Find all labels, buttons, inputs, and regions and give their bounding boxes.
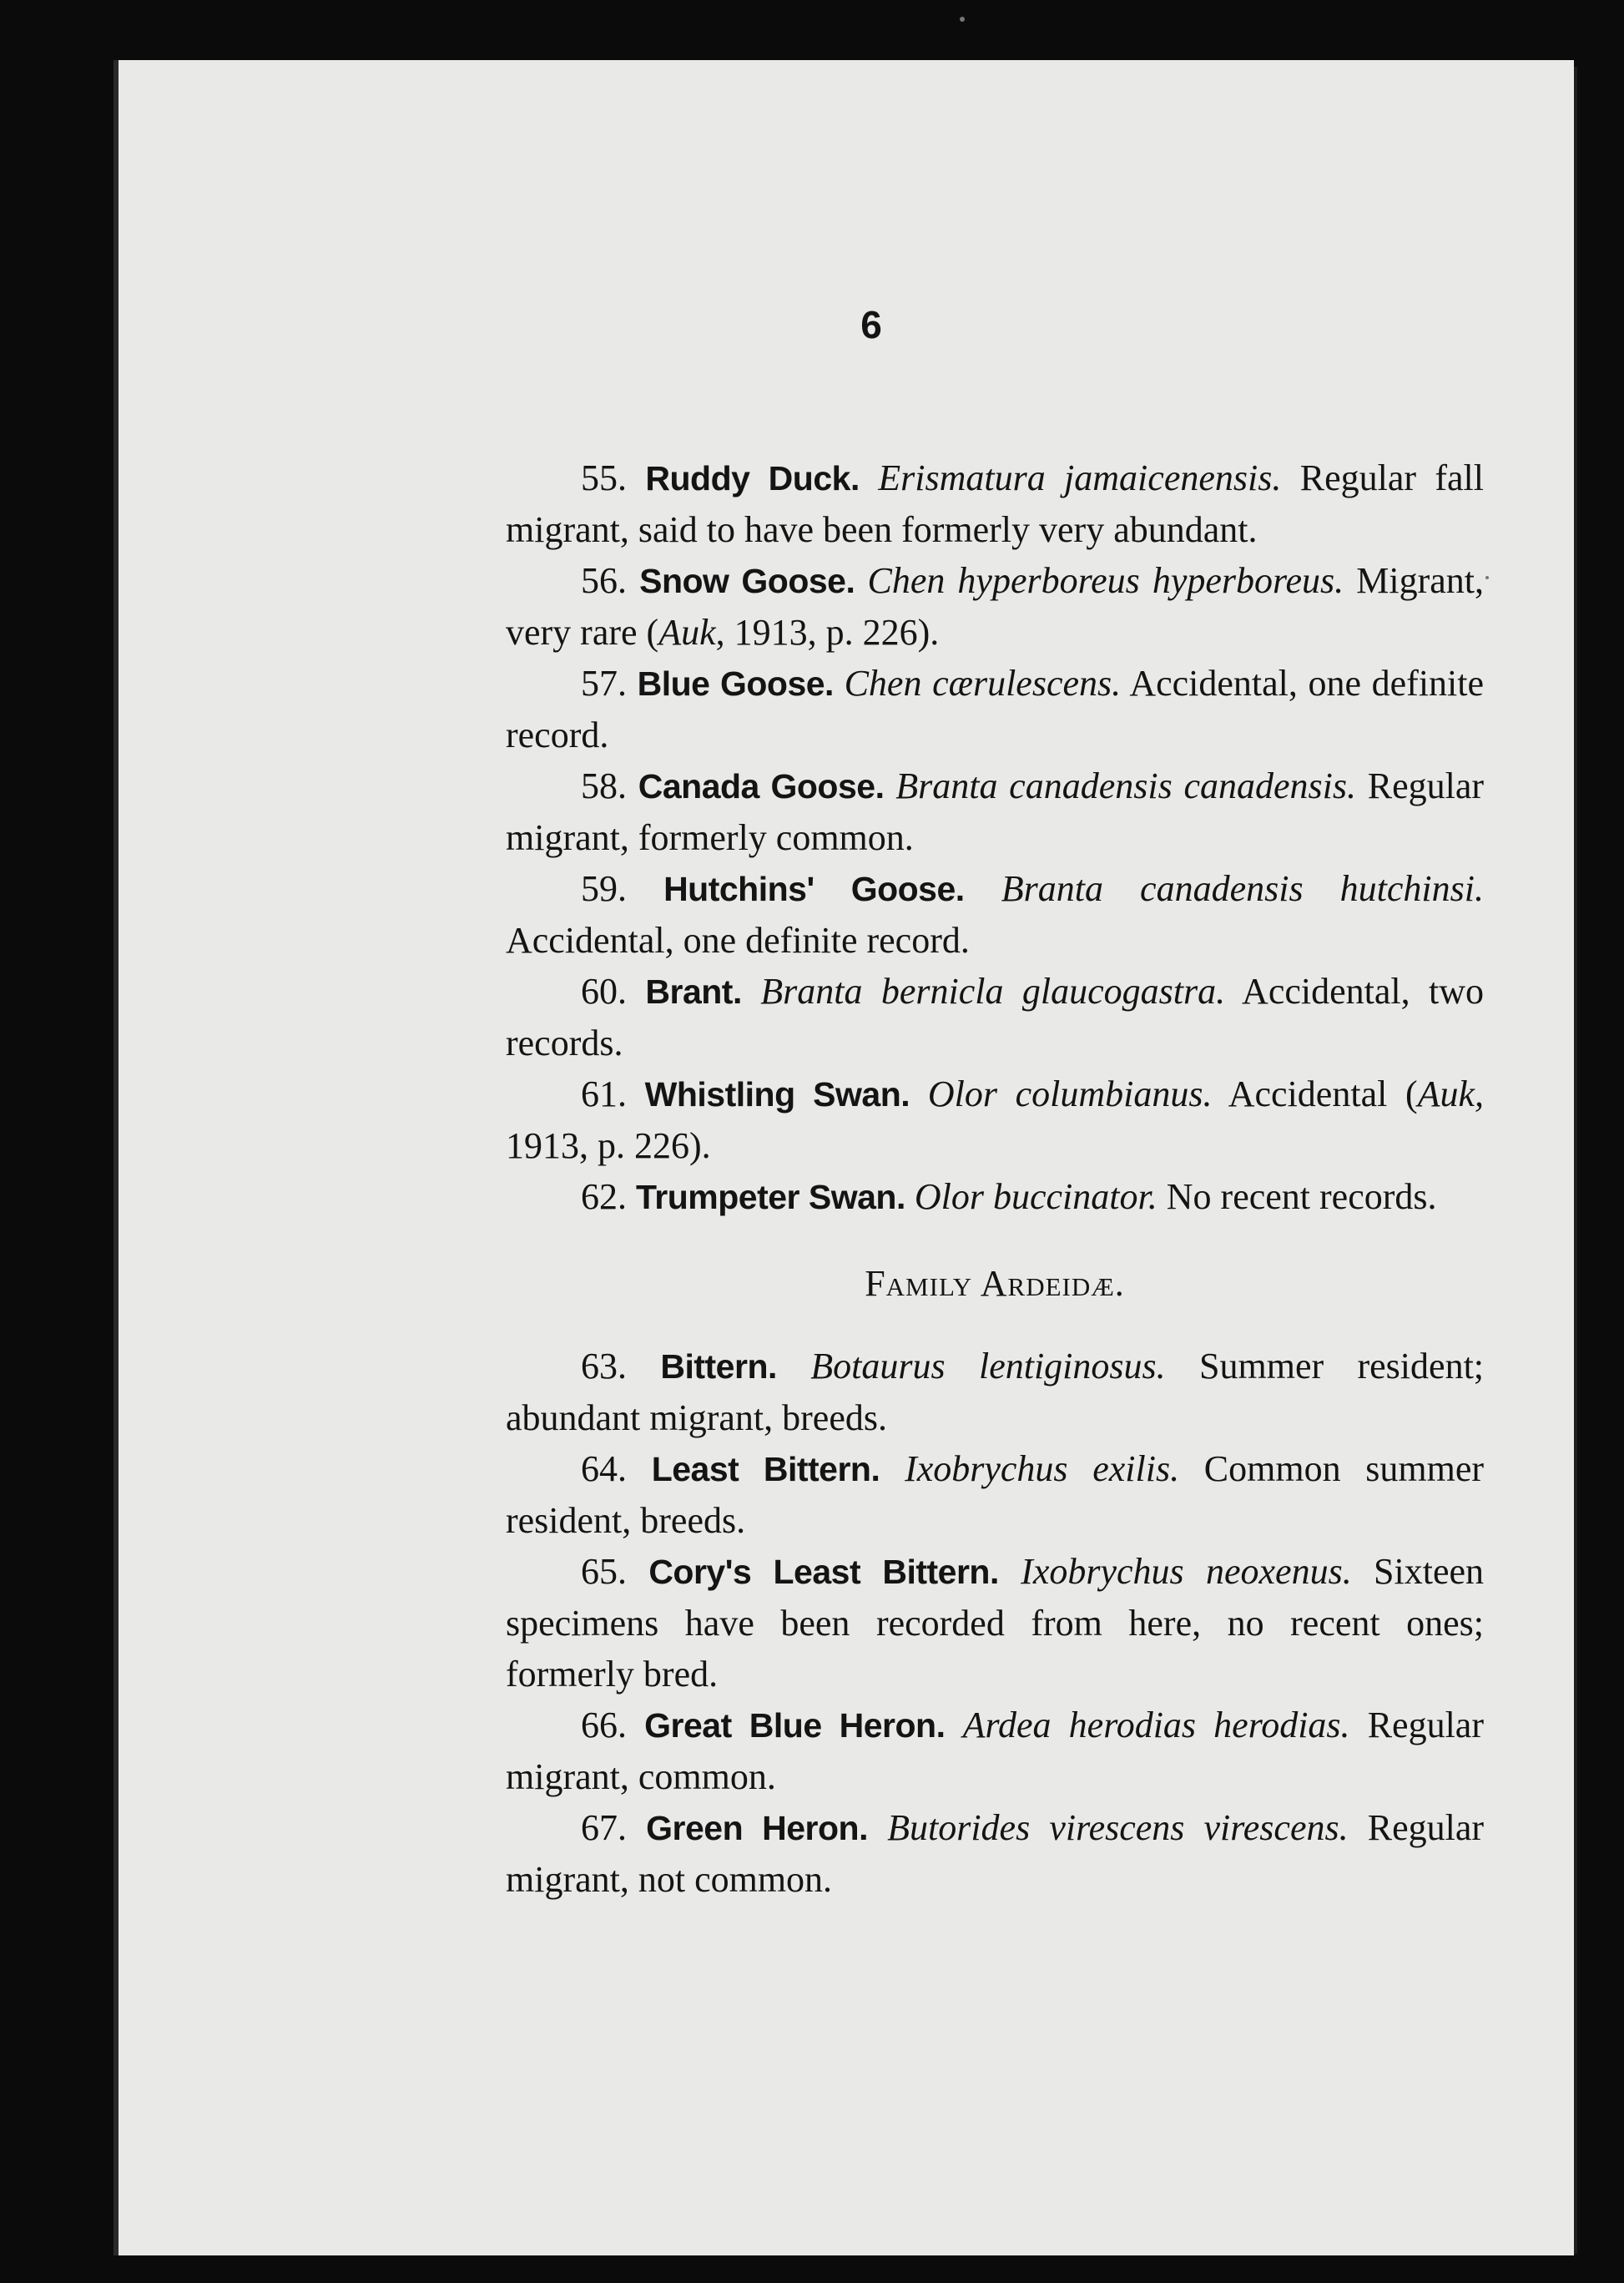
species-entry xyxy=(506,966,1484,1068)
status-note: Accidental, one definite record. xyxy=(506,920,970,961)
status-note: Accidental ( xyxy=(1228,1073,1418,1114)
species-entry xyxy=(506,452,1484,555)
common-name: Green Heron. xyxy=(646,1809,868,1847)
species-list xyxy=(506,452,1484,1905)
entry-number: 56. xyxy=(581,560,627,601)
ardeidae-entries xyxy=(506,1341,1484,1905)
entry-number: 61. xyxy=(581,1073,627,1114)
entry-number: 58. xyxy=(581,765,627,806)
scan-speck xyxy=(1485,576,1489,579)
status-note: Regular fall migrant, said to have been formerly very abundant. xyxy=(506,457,1485,550)
species-entry xyxy=(506,1341,1484,1443)
scientific-name: Ixobrychus exilis. xyxy=(905,1448,1180,1489)
page-sheet xyxy=(113,60,1574,2255)
common-name: Bittern. xyxy=(660,1347,777,1386)
common-name: Hutchins' Goose. xyxy=(663,870,965,908)
entry-number: 67. xyxy=(581,1807,627,1848)
status-note: No recent records. xyxy=(1166,1176,1437,1217)
species-entry xyxy=(506,1068,1484,1171)
scientific-name: Branta bernicla glaucogastra. xyxy=(760,971,1226,1012)
species-entry xyxy=(506,1802,1484,1905)
scientific-name: Botaurus lentiginosus. xyxy=(810,1346,1166,1386)
scientific-name: Butorides virescens virescens. xyxy=(887,1807,1349,1848)
scientific-name: Ardea herodias herodias. xyxy=(962,1705,1350,1745)
entry-number: 57. xyxy=(581,663,627,704)
status-note: Sixteen specimens have been recorded from here, no recent ones; formerly bred. xyxy=(506,1551,1485,1695)
anatidae-entries xyxy=(506,452,1484,1223)
species-entry xyxy=(506,1443,1484,1546)
reference-citation: 1913, p. 226). xyxy=(506,1125,711,1166)
species-entry xyxy=(506,658,1484,760)
status-note: Accidental, one definite record. xyxy=(506,663,1485,755)
species-entry xyxy=(506,760,1484,863)
common-name: Brant. xyxy=(645,972,742,1011)
scientific-name: Chen hyperboreus hyperboreus. xyxy=(867,560,1344,601)
status-note: Regular migrant, common. xyxy=(506,1705,1484,1797)
entry-number: 55. xyxy=(581,457,627,498)
scientific-name: Olor columbianus. xyxy=(927,1073,1213,1114)
scientific-name: Branta canadensis hutchinsi. xyxy=(1001,868,1484,909)
species-entry xyxy=(506,1171,1484,1223)
entry-number: 63. xyxy=(581,1346,627,1386)
common-name: Trumpeter Swan. xyxy=(636,1178,905,1216)
entry-number: 65. xyxy=(581,1551,627,1592)
scientific-name: Chen cærulescens. xyxy=(844,663,1122,704)
common-name: Great Blue Heron. xyxy=(644,1706,946,1745)
common-name: Canada Goose. xyxy=(638,767,885,806)
status-note: Accidental, two records. xyxy=(506,971,1484,1063)
scientific-name: Ixobrychus neoxenus. xyxy=(1021,1551,1352,1592)
status-note: Regular migrant, not common. xyxy=(506,1807,1485,1900)
scientific-name: Branta canadensis canadensis. xyxy=(895,765,1356,806)
right-page-edge xyxy=(1574,67,1577,2254)
common-name: Blue Goose. xyxy=(637,664,834,703)
scientific-name: Olor buccinator. xyxy=(914,1176,1157,1217)
species-entry xyxy=(506,555,1484,658)
scientific-name: Erismatura jamaicenensis. xyxy=(878,457,1282,498)
reference-citation: , 1913, p. 226). xyxy=(715,612,940,653)
family-heading: Family Ardeidæ. xyxy=(865,1263,1125,1304)
status-note: Summer resident; abundant migrant, breeds. xyxy=(506,1346,1485,1438)
entry-number: 60. xyxy=(581,971,627,1012)
page-number: 6 xyxy=(860,303,882,346)
status-note: Common summer resident, breeds. xyxy=(506,1448,1485,1541)
entry-number: 62. xyxy=(581,1176,627,1217)
status-note: Regular migrant, formerly common. xyxy=(506,765,1485,858)
scan-speck xyxy=(960,17,965,22)
common-name: Snow Goose. xyxy=(639,562,855,600)
species-entry xyxy=(506,1546,1484,1700)
common-name: Whistling Swan. xyxy=(644,1075,910,1114)
species-entry xyxy=(506,863,1484,966)
common-name: Least Bittern. xyxy=(651,1450,880,1488)
entry-number: 59. xyxy=(581,868,627,909)
common-name: Cory's Least Bittern. xyxy=(648,1553,999,1591)
entry-number: 64. xyxy=(581,1448,627,1489)
entry-number: 66. xyxy=(581,1705,627,1745)
reference-journal: Auk, xyxy=(1417,1073,1485,1114)
status-note: Migrant, very rare ( xyxy=(506,560,1485,653)
species-entry xyxy=(506,1700,1484,1802)
reference-journal: Auk xyxy=(658,612,716,653)
common-name: Ruddy Duck. xyxy=(645,459,860,498)
